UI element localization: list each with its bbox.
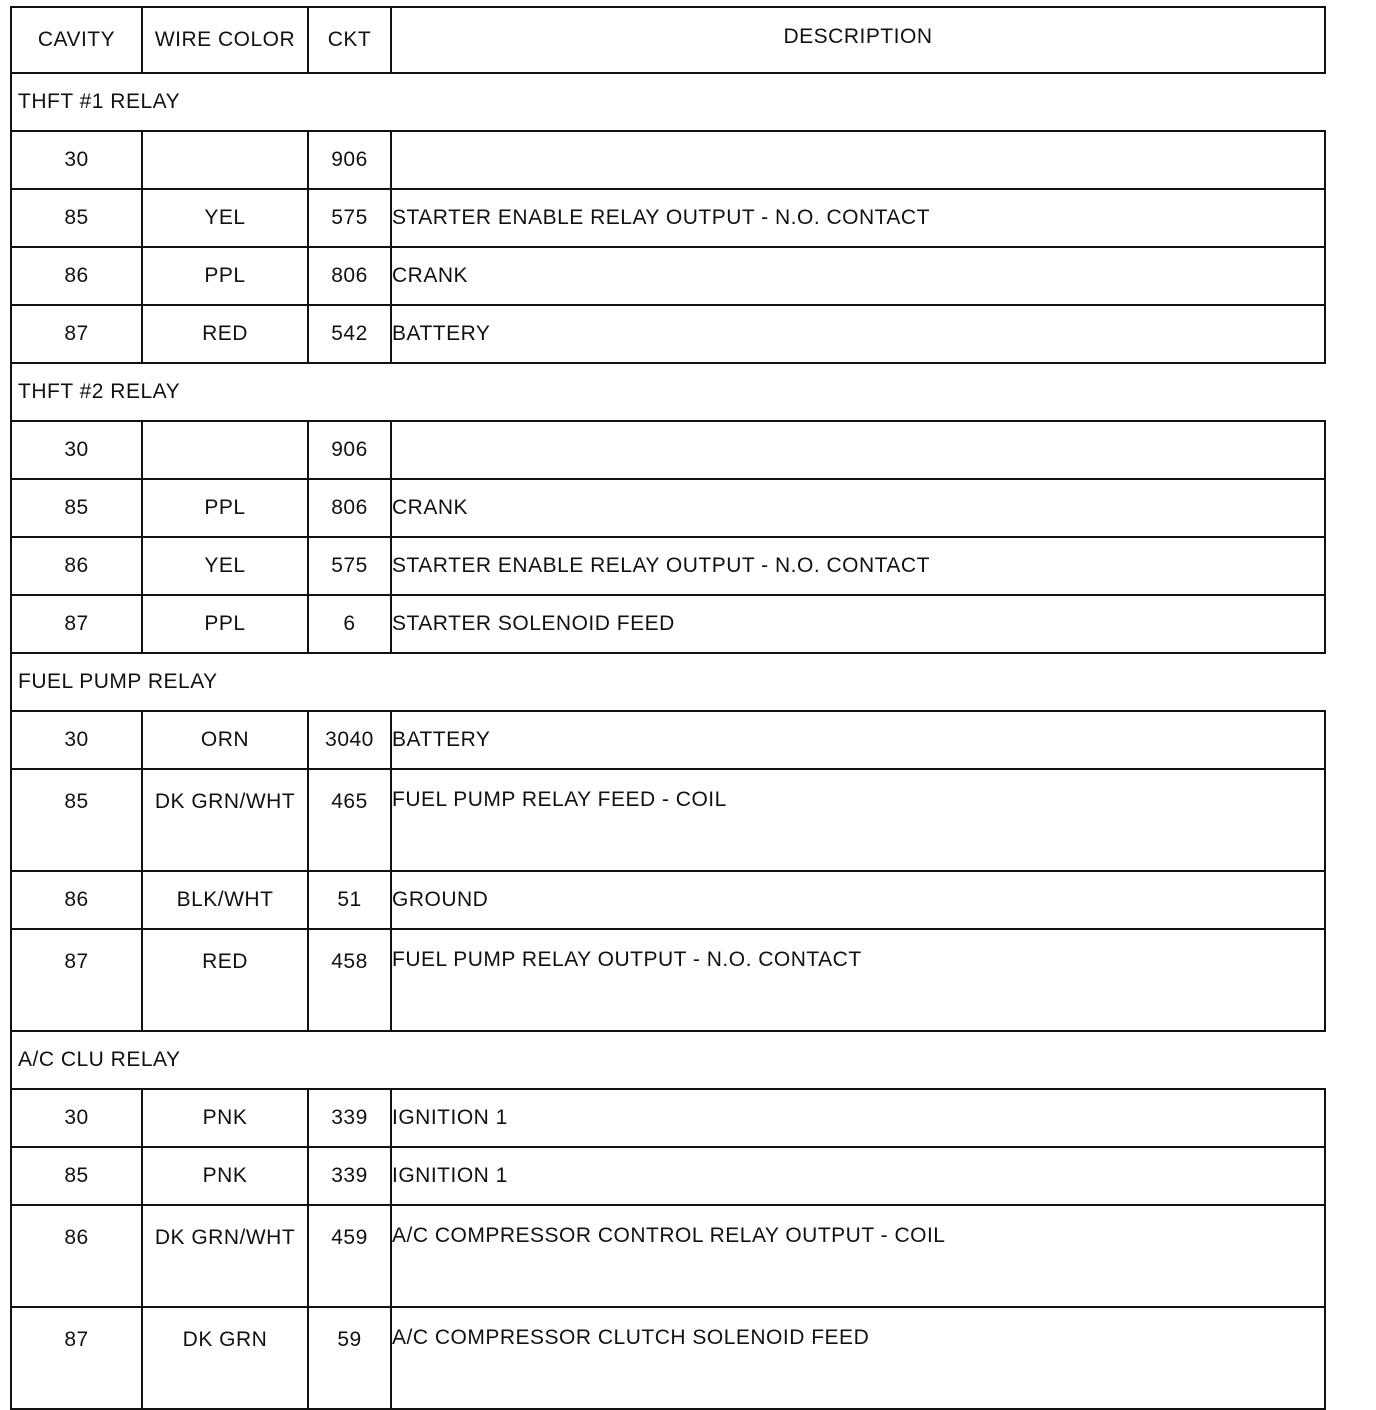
ckt-cell: 542 [308, 305, 391, 363]
cavity-cell: 87 [11, 305, 142, 363]
table-row [11, 421, 1325, 479]
table-row [11, 769, 1325, 871]
ckt-cell: 575 [308, 537, 391, 595]
section-table [10, 420, 1326, 654]
cavity-cell: 30 [11, 421, 142, 479]
wire-color-cell: ORN [142, 711, 308, 769]
ckt-cell: 465 [308, 769, 391, 871]
header-wire-color: WIRE COLOR [142, 7, 308, 73]
description-cell: FUEL PUMP RELAY OUTPUT - N.O. CONTACT [391, 929, 1325, 1031]
wire-color-cell: DK GRN/WHT [142, 1205, 308, 1307]
description-cell: A/C COMPRESSOR CONTROL RELAY OUTPUT - COIL [391, 1205, 1325, 1307]
ckt-cell: 339 [308, 1147, 391, 1205]
table-row [11, 711, 1325, 769]
section-title: THFT #2 RELAY [10, 364, 1326, 420]
header-description: DESCRIPTION [391, 7, 1325, 73]
cavity-cell: 87 [11, 929, 142, 1031]
wire-color-cell: PPL [142, 595, 308, 653]
section-title: FUEL PUMP RELAY [10, 654, 1326, 710]
table-row [11, 871, 1325, 929]
ckt-cell: 458 [308, 929, 391, 1031]
wire-color-cell: PPL [142, 479, 308, 537]
cavity-cell: 86 [11, 537, 142, 595]
table-row [11, 595, 1325, 653]
ckt-cell: 906 [308, 131, 391, 189]
table-row [11, 131, 1325, 189]
description-cell: CRANK [391, 247, 1325, 305]
cavity-cell: 85 [11, 769, 142, 871]
table-row [11, 479, 1325, 537]
header-cavity: CAVITY [11, 7, 142, 73]
table-row [11, 929, 1325, 1031]
wire-color-cell: RED [142, 929, 308, 1031]
wire-color-cell: BLK/WHT [142, 871, 308, 929]
table-row [11, 1205, 1325, 1307]
wire-color-cell [142, 131, 308, 189]
header-table [10, 6, 1326, 74]
wire-color-cell [142, 421, 308, 479]
description-cell [391, 131, 1325, 189]
sections-container [10, 74, 1326, 1410]
description-cell: CRANK [391, 479, 1325, 537]
ckt-cell: 806 [308, 479, 391, 537]
table-row [11, 189, 1325, 247]
header-row [11, 7, 1325, 73]
cavity-cell: 85 [11, 189, 142, 247]
ckt-cell: 339 [308, 1089, 391, 1147]
description-cell [391, 421, 1325, 479]
wire-color-cell: YEL [142, 537, 308, 595]
cavity-cell: 87 [11, 1307, 142, 1409]
description-cell: GROUND [391, 871, 1325, 929]
cavity-cell: 86 [11, 1205, 142, 1307]
wire-color-cell: RED [142, 305, 308, 363]
description-cell: IGNITION 1 [391, 1147, 1325, 1205]
cavity-cell: 85 [11, 1147, 142, 1205]
description-cell: BATTERY [391, 305, 1325, 363]
section-title: THFT #1 RELAY [10, 74, 1326, 130]
section-table [10, 1088, 1326, 1410]
wire-color-cell: PNK [142, 1089, 308, 1147]
connector-table [10, 6, 1326, 1410]
table-row [11, 537, 1325, 595]
ckt-cell: 906 [308, 421, 391, 479]
wire-color-cell: PNK [142, 1147, 308, 1205]
cavity-cell: 85 [11, 479, 142, 537]
wire-color-cell: DK GRN/WHT [142, 769, 308, 871]
wire-color-cell: YEL [142, 189, 308, 247]
cavity-cell: 30 [11, 131, 142, 189]
table-row [11, 1307, 1325, 1409]
ckt-cell: 59 [308, 1307, 391, 1409]
ckt-cell: 3040 [308, 711, 391, 769]
description-cell: IGNITION 1 [391, 1089, 1325, 1147]
description-cell: STARTER ENABLE RELAY OUTPUT - N.O. CONTACT [391, 189, 1325, 247]
cavity-cell: 30 [11, 711, 142, 769]
section-table [10, 710, 1326, 1032]
wire-color-cell: DK GRN [142, 1307, 308, 1409]
cavity-cell: 86 [11, 871, 142, 929]
ckt-cell: 6 [308, 595, 391, 653]
description-cell: STARTER ENABLE RELAY OUTPUT - N.O. CONTACT [391, 537, 1325, 595]
section-table [10, 130, 1326, 364]
wire-color-cell: PPL [142, 247, 308, 305]
description-cell: BATTERY [391, 711, 1325, 769]
table-row [11, 1147, 1325, 1205]
table-row [11, 1089, 1325, 1147]
table-row [11, 247, 1325, 305]
table-row [11, 305, 1325, 363]
ckt-cell: 575 [308, 189, 391, 247]
ckt-cell: 459 [308, 1205, 391, 1307]
section-title: A/C CLU RELAY [10, 1032, 1326, 1088]
description-cell: STARTER SOLENOID FEED [391, 595, 1325, 653]
cavity-cell: 30 [11, 1089, 142, 1147]
header-ckt: CKT [308, 7, 391, 73]
cavity-cell: 86 [11, 247, 142, 305]
ckt-cell: 806 [308, 247, 391, 305]
cavity-cell: 87 [11, 595, 142, 653]
description-cell: FUEL PUMP RELAY FEED - COIL [391, 769, 1325, 871]
description-cell: A/C COMPRESSOR CLUTCH SOLENOID FEED [391, 1307, 1325, 1409]
ckt-cell: 51 [308, 871, 391, 929]
